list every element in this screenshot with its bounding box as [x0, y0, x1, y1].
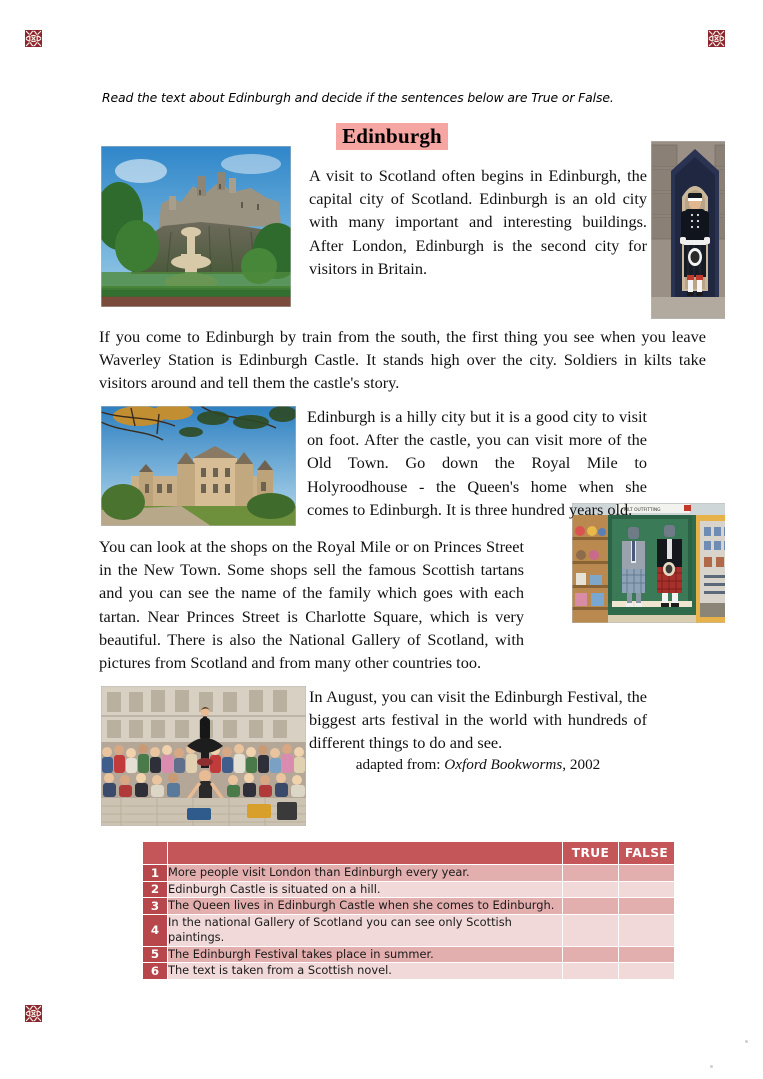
- header-statement-cell: [168, 842, 562, 864]
- page-speck: [745, 1040, 748, 1043]
- row-false-checkbox[interactable]: [619, 915, 674, 946]
- paragraph-shops: [99, 535, 706, 674]
- source-book-title: Oxford Bookworms: [444, 756, 563, 773]
- row-number: 6: [143, 963, 167, 979]
- header-number-cell: [143, 842, 167, 864]
- paragraph-intro: A visit to Scotland often begins in Edinburgh, the capital city of Scotland. Edinburgh is an old city with many important and interesting buildings. After London, Edinburgh is the second city for visitors in Britain.: [309, 166, 647, 278]
- table-row: [143, 915, 674, 946]
- paragraph-festival: In August, you can visit the Edinburgh Festival, the biggest arts festival in the world with hundreds of different things to do and see.: [309, 687, 647, 753]
- page-title-text: Edinburgh: [336, 123, 448, 150]
- worksheet-content-area: [59, 64, 725, 1022]
- row-statement: The Queen lives in Edinburgh Castle when she comes to Edinburgh.: [168, 898, 562, 914]
- shop-photo-text-wrap-spacer: [524, 535, 706, 631]
- row-true-checkbox[interactable]: [563, 882, 618, 898]
- table-row: [143, 947, 674, 963]
- paragraph-castle: If you come to Edinburgh by train from the south, the first thing you see when you leave Waverley Station is Edinburgh Castle. It stands high over the city. Soldiers in kilts take visitors around and tell them the castle's story.: [99, 327, 706, 393]
- row-true-checkbox[interactable]: [563, 865, 618, 881]
- table-row: [143, 865, 674, 881]
- row-false-checkbox[interactable]: [619, 947, 674, 963]
- edinburgh-festival-photo: [101, 686, 306, 826]
- table-header-row: [143, 842, 674, 864]
- row-number: 3: [143, 898, 167, 914]
- true-false-table: [142, 841, 675, 980]
- row-true-checkbox[interactable]: [563, 947, 618, 963]
- celtic-knot-border: [25, 30, 725, 1022]
- table-row: [143, 963, 674, 979]
- row-statement: The text is taken from a Scottish novel.: [168, 963, 562, 979]
- row-number: 1: [143, 865, 167, 881]
- header-false-cell: FALSE: [619, 842, 674, 864]
- row-number: 5: [143, 947, 167, 963]
- svg-text:KILT OUTFITTING: KILT OUTFITTING: [624, 508, 661, 513]
- row-false-checkbox[interactable]: [619, 882, 674, 898]
- source-suffix: , 2002: [562, 756, 601, 773]
- source-prefix: adapted from:: [355, 756, 445, 773]
- row-number: 4: [143, 915, 167, 946]
- edinburgh-castle-photo: [101, 146, 291, 307]
- row-false-checkbox[interactable]: [619, 865, 674, 881]
- row-true-checkbox[interactable]: [563, 898, 618, 914]
- source-attribution: [309, 756, 647, 774]
- instructions-text: Read the text about Edinburgh and decide if the sentences below are True or False.: [102, 90, 614, 105]
- header-true-cell: TRUE: [563, 842, 618, 864]
- row-statement: More people visit London than Edinburgh every year.: [168, 865, 562, 881]
- row-false-checkbox[interactable]: [619, 898, 674, 914]
- row-false-checkbox[interactable]: [619, 963, 674, 979]
- row-statement: In the national Gallery of Scotland you can see only Scottish paintings.: [168, 915, 562, 946]
- kilted-soldier-photo: [651, 141, 725, 319]
- row-true-checkbox[interactable]: [563, 915, 618, 946]
- row-true-checkbox[interactable]: [563, 963, 618, 979]
- paragraph-shops-text: You can look at the shops on the Royal Mile or on Princes Street in the New Town. Some shops sell the famous Scottish tartans and you can see the name of the family which goes with each tartan. Near Princes Street is Charlotte Square, which is very beautiful. There is also the National Gallery of Scotland, with pictures from Scotland and from many other countries too.: [99, 537, 524, 673]
- row-statement: The Edinburgh Festival takes place in summer.: [168, 947, 562, 963]
- page-speck: [710, 1065, 713, 1068]
- paragraph-hilly-city: Edinburgh is a hilly city but it is a good city to visit on foot. After the castle, you can visit more of the Old Town. Go down the Royal Mile to Holyroodhouse - the Queen's home when she comes to Edinburgh. It is three hundred years old.: [307, 407, 647, 519]
- table-row: [143, 898, 674, 914]
- table-row: [143, 882, 674, 898]
- row-statement: Edinburgh Castle is situated on a hill.: [168, 882, 562, 898]
- row-number: 2: [143, 882, 167, 898]
- holyroodhouse-palace-photo: [101, 406, 296, 526]
